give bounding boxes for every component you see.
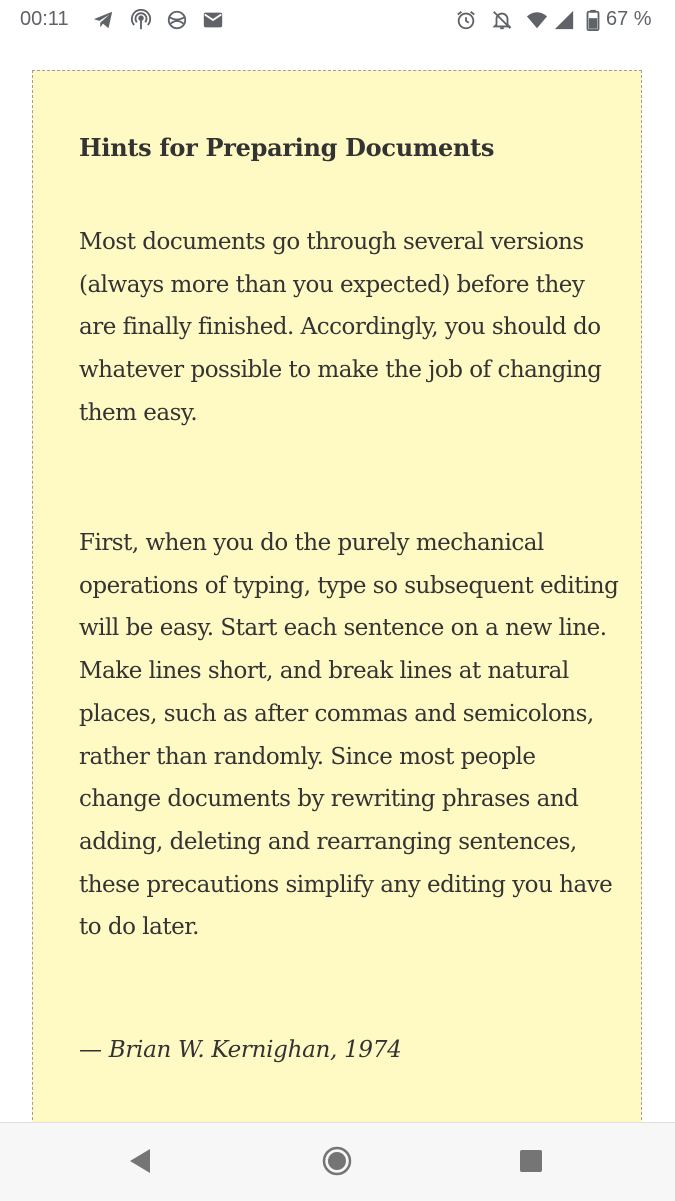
globe-icon xyxy=(166,9,188,31)
status-time: 00:11 xyxy=(20,8,69,30)
alarm-icon xyxy=(455,9,477,31)
home-icon[interactable] xyxy=(319,1143,355,1179)
mail-icon xyxy=(202,9,224,31)
navigation-bar xyxy=(0,1122,675,1201)
card-title: Hints for Preparing Documents xyxy=(79,133,495,162)
battery-percent: 67 % xyxy=(606,8,652,30)
back-icon[interactable] xyxy=(122,1143,158,1179)
hotspot-icon xyxy=(130,9,152,31)
signal-icon xyxy=(553,9,575,31)
recents-icon[interactable] xyxy=(513,1143,549,1179)
wifi-icon xyxy=(526,9,548,31)
quote-card xyxy=(32,70,642,1150)
paragraph-1: Most documents go through several versions (always more than you expected) before they are finally finished. Accordingly, you should do whatever possible to make the job of changing them easy. xyxy=(79,229,602,426)
battery-icon xyxy=(582,9,604,31)
paragraph-2: First, when you do the purely mechanical operations of typing, type so subsequent editing will be easy. Start each sentence on a new line. Make lines short, and break lines at natural places, such as after commas and semicolons, rather than randomly. Since most people change documents by rewriting phrases and adding, deleting and rearranging sentences, these precautions simplify any editing you have to do later. xyxy=(79,530,619,941)
status-bar xyxy=(0,0,675,40)
telegram-icon xyxy=(92,9,114,31)
attribution: — Brian W. Kernighan, 1974 xyxy=(79,1037,402,1063)
notifications-off-icon xyxy=(491,9,513,31)
